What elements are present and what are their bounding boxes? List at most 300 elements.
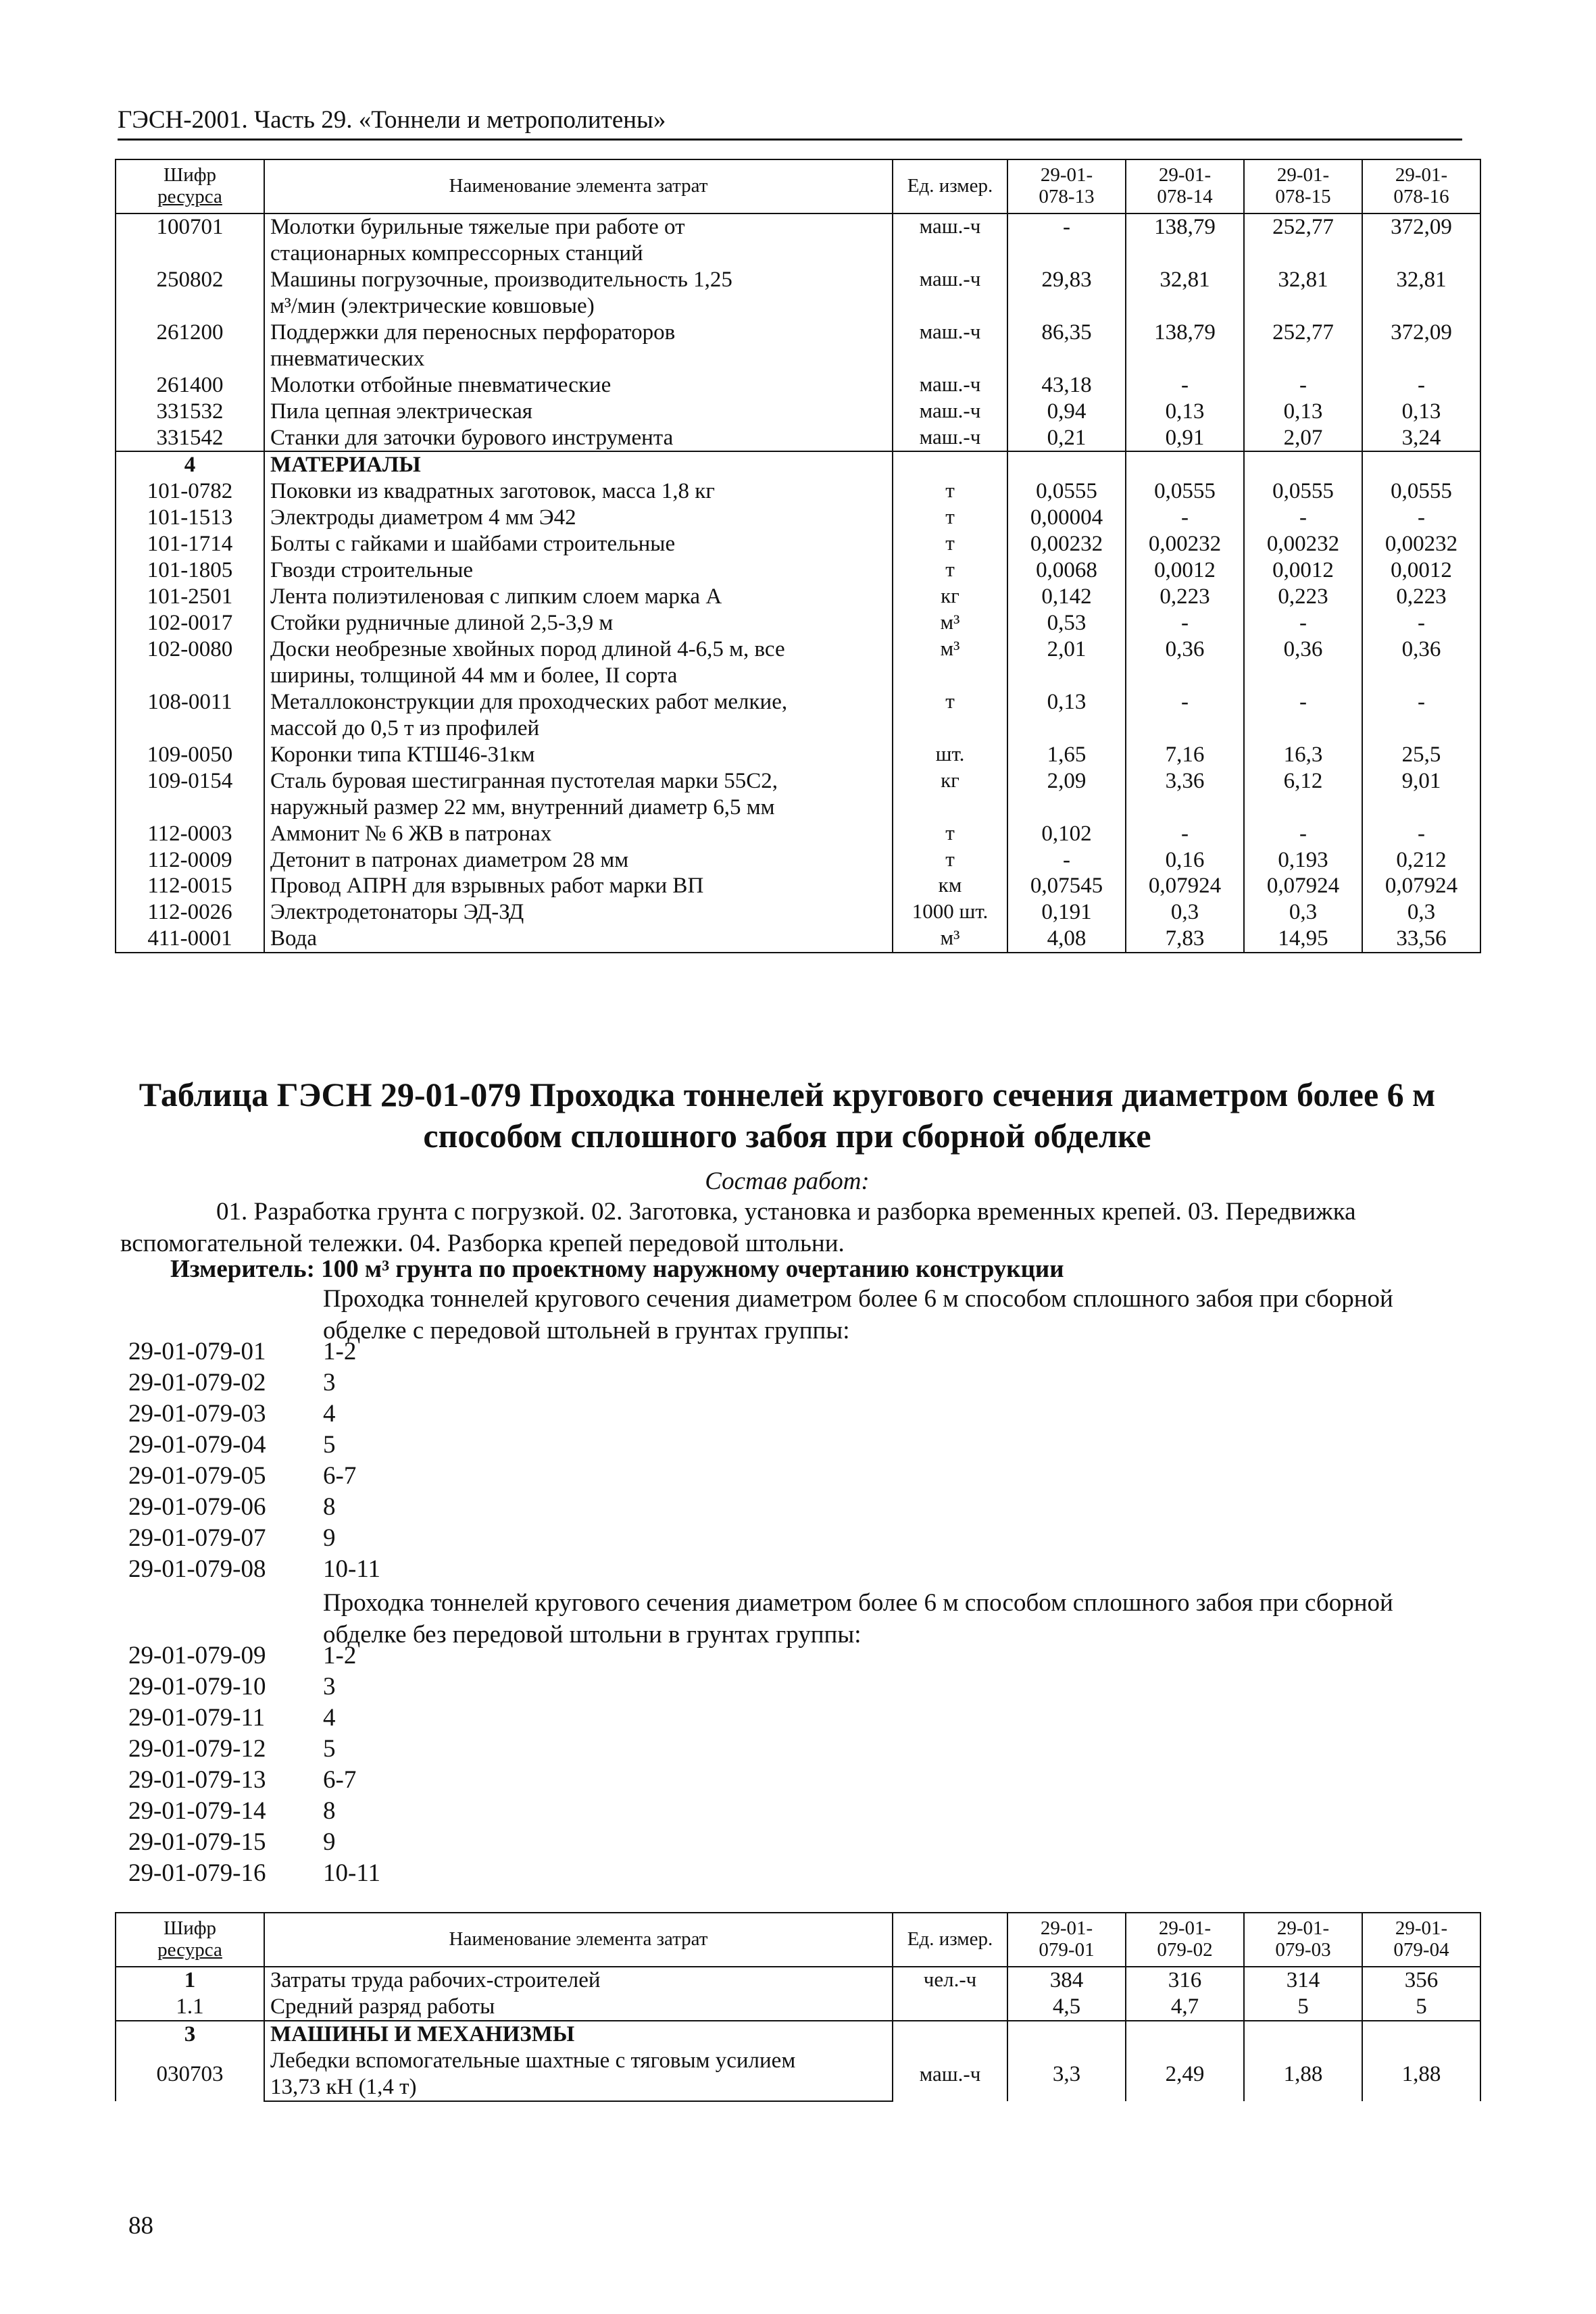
resource-code xyxy=(116,346,264,372)
table-row xyxy=(116,320,1480,346)
unit-cell: кг xyxy=(893,768,1007,795)
resource-code: 112-0003 xyxy=(116,821,264,847)
value-cell xyxy=(1362,2021,1480,2048)
value-cell: 2,01 xyxy=(1007,636,1126,663)
resource-code xyxy=(116,795,264,821)
norm-code: 29-01-079-13 xyxy=(128,1766,266,1794)
resource-code xyxy=(116,293,264,320)
table-row xyxy=(116,926,1480,953)
unit-cell xyxy=(893,241,1007,267)
col-header: 29-01- 079-03 xyxy=(1244,1913,1362,1967)
norm-code: 29-01-079-06 xyxy=(128,1493,266,1521)
unit-cell: т xyxy=(893,847,1007,874)
table-row xyxy=(116,584,1480,610)
value-cell xyxy=(1007,293,1126,320)
resource-code: 261400 xyxy=(116,372,264,399)
resource-name: пневматических xyxy=(264,346,893,372)
resource-code: 1.1 xyxy=(116,1994,264,2021)
codes-list-1 xyxy=(128,1336,380,1585)
value-cell: 0,00232 xyxy=(1126,531,1244,557)
soil-group: 9 xyxy=(323,1828,336,1856)
unit-header: Ед. измер. xyxy=(893,159,1007,213)
resource-table-078 xyxy=(115,159,1481,953)
value-cell: 138,79 xyxy=(1126,320,1244,346)
value-cell xyxy=(1244,346,1362,372)
unit-cell: м³ xyxy=(893,636,1007,663)
value-cell xyxy=(1126,715,1244,742)
unit-cell: т xyxy=(893,478,1007,505)
col-header: 29-01- 079-01 xyxy=(1007,1913,1126,1967)
resource-code: 250802 xyxy=(116,267,264,293)
col-header: 29-01- 078-13 xyxy=(1007,159,1126,213)
value-cell: 32,81 xyxy=(1362,267,1480,293)
table-row xyxy=(116,1967,1480,1994)
table-row xyxy=(116,213,1480,241)
unit-cell: маш.-ч xyxy=(893,399,1007,425)
value-cell xyxy=(1126,293,1244,320)
soil-group: 5 xyxy=(323,1735,336,1763)
value-cell: 0,142 xyxy=(1007,584,1126,610)
value-cell: 3,3 xyxy=(1007,2048,1126,2101)
value-cell: 0,3 xyxy=(1244,899,1362,926)
resource-name: Электроды диаметром 4 мм Э42 xyxy=(264,505,893,531)
norm-code: 29-01-079-05 xyxy=(128,1462,266,1490)
value-cell: 0,21 xyxy=(1007,425,1126,452)
value-cell: 0,13 xyxy=(1362,399,1480,425)
value-cell: 0,0012 xyxy=(1362,557,1480,584)
value-cell xyxy=(1007,346,1126,372)
value-cell: 6,12 xyxy=(1244,768,1362,795)
resource-name: Детонит в патронах диаметром 28 мм xyxy=(264,847,893,874)
table-row xyxy=(116,505,1480,531)
col-header: 29-01- 079-02 xyxy=(1126,1913,1244,1967)
unit-cell: т xyxy=(893,821,1007,847)
value-cell: 0,0012 xyxy=(1244,557,1362,584)
value-cell xyxy=(1244,451,1362,478)
resource-name: Стойки рудничные длиной 2,5-3,9 м xyxy=(264,610,893,636)
table-row xyxy=(116,795,1480,821)
soil-group: 10-11 xyxy=(323,1859,380,1887)
table-row xyxy=(116,742,1480,768)
col-header: 29-01- 078-14 xyxy=(1126,159,1244,213)
value-cell: 0,07924 xyxy=(1244,873,1362,899)
value-cell: - xyxy=(1244,689,1362,715)
resource-code: 109-0154 xyxy=(116,768,264,795)
value-cell: 0,223 xyxy=(1244,584,1362,610)
value-cell: 1,88 xyxy=(1244,2048,1362,2101)
resource-code: 109-0050 xyxy=(116,742,264,768)
norm-code: 29-01-079-03 xyxy=(128,1400,266,1428)
value-cell xyxy=(1244,663,1362,689)
value-cell: 32,81 xyxy=(1126,267,1244,293)
unit-cell: т xyxy=(893,505,1007,531)
table-row xyxy=(116,768,1480,795)
resource-code: 108-0011 xyxy=(116,689,264,715)
norm-code: 29-01-079-02 xyxy=(128,1369,266,1397)
value-cell: 0,0555 xyxy=(1244,478,1362,505)
table-row xyxy=(116,636,1480,663)
resource-name: Средний разряд работы xyxy=(264,1994,893,2021)
table-row xyxy=(116,689,1480,715)
resource-name: Пила цепная электрическая xyxy=(264,399,893,425)
value-cell: 252,77 xyxy=(1244,213,1362,241)
code-row xyxy=(128,1430,380,1461)
code-row xyxy=(128,1399,380,1430)
value-cell xyxy=(1244,715,1362,742)
value-cell xyxy=(1362,346,1480,372)
value-cell: 2,07 xyxy=(1244,425,1362,452)
value-cell: 0,13 xyxy=(1007,689,1126,715)
code-header: Шифр ресурса xyxy=(116,1913,264,1967)
resource-table-079 xyxy=(115,1912,1481,2102)
norm-code: 29-01-079-16 xyxy=(128,1859,266,1887)
table-row xyxy=(116,2021,1480,2048)
table-row xyxy=(116,557,1480,584)
value-cell: 3,24 xyxy=(1362,425,1480,452)
value-cell xyxy=(1007,241,1126,267)
code-row xyxy=(128,1367,380,1399)
norm-code: 29-01-079-14 xyxy=(128,1797,266,1825)
table-header xyxy=(116,1913,1480,1967)
value-cell: 0,36 xyxy=(1126,636,1244,663)
value-cell: - xyxy=(1126,610,1244,636)
table-title xyxy=(115,1074,1460,1157)
value-cell: 1,88 xyxy=(1362,2048,1480,2101)
name-header: Наименование элемента затрат xyxy=(264,159,893,213)
code-row xyxy=(128,1336,380,1367)
value-cell: 0,0068 xyxy=(1007,557,1126,584)
value-cell: 0,223 xyxy=(1126,584,1244,610)
unit-cell: чел.-ч xyxy=(893,1967,1007,1994)
page-number: 88 xyxy=(128,2212,153,2240)
value-cell: 384 xyxy=(1007,1967,1126,1994)
code-header: Шифр ресурса xyxy=(116,159,264,213)
resource-code: 101-0782 xyxy=(116,478,264,505)
norm-code: 29-01-079-04 xyxy=(128,1431,266,1459)
resource-code: 101-1805 xyxy=(116,557,264,584)
title-line-2: способом сплошного забоя при сборной обделке xyxy=(423,1117,1151,1155)
code-row xyxy=(128,1765,380,1796)
norm-code: 29-01-079-07 xyxy=(128,1524,266,1552)
resource-name: Электродетонаторы ЭД-ЗД xyxy=(264,899,893,926)
value-cell xyxy=(1126,2021,1244,2048)
value-cell xyxy=(1244,795,1362,821)
resource-code: 331542 xyxy=(116,425,264,452)
resource-code: 1 xyxy=(116,1967,264,1994)
unit-cell xyxy=(893,1994,1007,2021)
value-cell: 0,212 xyxy=(1362,847,1480,874)
table-row xyxy=(116,2048,1480,2074)
value-cell xyxy=(1126,241,1244,267)
unit-cell xyxy=(893,293,1007,320)
resource-name: Доски необрезные хвойных пород длиной 4-6,5 м, все xyxy=(264,636,893,663)
value-cell: 1,65 xyxy=(1007,742,1126,768)
value-cell: 0,94 xyxy=(1007,399,1126,425)
code-row xyxy=(128,1734,380,1765)
value-cell: 0,0012 xyxy=(1126,557,1244,584)
value-cell: 5 xyxy=(1362,1994,1480,2021)
unit-cell: маш.-ч xyxy=(893,213,1007,241)
table-row xyxy=(116,478,1480,505)
value-cell: 86,35 xyxy=(1007,320,1126,346)
norm-code: 29-01-079-08 xyxy=(128,1555,266,1583)
value-cell xyxy=(1007,795,1126,821)
resource-name: МАШИНЫ И МЕХАНИЗМЫ xyxy=(264,2021,893,2048)
value-cell: - xyxy=(1126,821,1244,847)
norm-code: 29-01-079-09 xyxy=(128,1642,266,1669)
table-row xyxy=(116,610,1480,636)
unit-cell: маш.-ч xyxy=(893,320,1007,346)
resource-code: 261200 xyxy=(116,320,264,346)
value-cell xyxy=(1244,241,1362,267)
table-row xyxy=(116,715,1480,742)
value-cell: 25,5 xyxy=(1362,742,1480,768)
soil-group: 9 xyxy=(323,1524,336,1552)
soil-group: 6-7 xyxy=(323,1766,357,1794)
col-header: 29-01- 078-15 xyxy=(1244,159,1362,213)
unit-cell: км xyxy=(893,873,1007,899)
value-cell: - xyxy=(1126,689,1244,715)
value-cell: - xyxy=(1362,821,1480,847)
code-row xyxy=(128,1796,380,1827)
code-row xyxy=(128,1671,380,1703)
norm-code: 29-01-079-12 xyxy=(128,1735,266,1763)
soil-group: 3 xyxy=(323,1673,336,1701)
value-cell: 14,95 xyxy=(1244,926,1362,953)
value-cell: 4,5 xyxy=(1007,1994,1126,2021)
value-cell: 316 xyxy=(1126,1967,1244,1994)
unit-cell: т xyxy=(893,531,1007,557)
group-description-2: Проходка тоннелей кругового сечения диаметром более 6 м способом сплошного забоя при сборной обделке без передовой штольни в грунтах группы: xyxy=(323,1589,1393,1649)
measurer: Измеритель: 100 м³ грунта по проектному наружному очертанию конструкции xyxy=(170,1255,1064,1283)
value-cell: 372,09 xyxy=(1362,213,1480,241)
value-cell: 0,191 xyxy=(1007,899,1126,926)
resource-name: м³/мин (электрические ковшовые) xyxy=(264,293,893,320)
table-row xyxy=(116,372,1480,399)
unit-cell xyxy=(893,2021,1007,2048)
resource-name: ширины, толщиной 44 мм и более, II сорта xyxy=(264,663,893,689)
resource-name: Молотки бурильные тяжелые при работе от xyxy=(264,213,893,241)
unit-cell: 1000 шт. xyxy=(893,899,1007,926)
group-description-1: Проходка тоннелей кругового сечения диаметром более 6 м способом сплошного забоя при сборной обделке с передовой штольней в грунтах группы: xyxy=(323,1285,1393,1344)
resource-name: Лента полиэтиленовая с липким слоем марка А xyxy=(264,584,893,610)
unit-header: Ед. измер. xyxy=(893,1913,1007,1967)
code-row xyxy=(128,1827,380,1858)
resource-code: 101-2501 xyxy=(116,584,264,610)
value-cell: - xyxy=(1244,505,1362,531)
value-cell: 0,07924 xyxy=(1362,873,1480,899)
value-cell: - xyxy=(1244,610,1362,636)
table-row xyxy=(116,531,1480,557)
value-cell: - xyxy=(1244,372,1362,399)
value-cell: 16,3 xyxy=(1244,742,1362,768)
resource-code: 331532 xyxy=(116,399,264,425)
resource-code: 3 xyxy=(116,2021,264,2048)
value-cell: - xyxy=(1362,505,1480,531)
works-list: 01. Разработка грунта с погрузкой. 02. Заготовка, установка и разборка временных крепей. 03. Передвижка вспомогательной тележки. 04. Разборка крепей передовой штольни. xyxy=(120,1198,1356,1257)
resource-name: Аммонит № 6 ЖВ в патронах xyxy=(264,821,893,847)
value-cell: 314 xyxy=(1244,1967,1362,1994)
value-cell: 0,13 xyxy=(1126,399,1244,425)
soil-group: 8 xyxy=(323,1493,336,1521)
value-cell xyxy=(1007,451,1126,478)
table-row xyxy=(116,241,1480,267)
value-cell: 372,09 xyxy=(1362,320,1480,346)
soil-group: 6-7 xyxy=(323,1462,357,1490)
resource-name: 13,73 кН (1,4 т) xyxy=(264,2074,893,2101)
table-row xyxy=(116,899,1480,926)
value-cell: 0,3 xyxy=(1362,899,1480,926)
value-cell xyxy=(1362,663,1480,689)
value-cell xyxy=(1362,795,1480,821)
value-cell: 7,16 xyxy=(1126,742,1244,768)
resource-code: 112-0026 xyxy=(116,899,264,926)
value-cell: 0,53 xyxy=(1007,610,1126,636)
value-cell xyxy=(1007,663,1126,689)
value-cell: - xyxy=(1362,689,1480,715)
value-cell xyxy=(1362,241,1480,267)
unit-cell xyxy=(893,715,1007,742)
table-row xyxy=(116,847,1480,874)
resource-name: МАТЕРИАЛЫ xyxy=(264,451,893,478)
resource-code: 101-1513 xyxy=(116,505,264,531)
resource-name: Вода xyxy=(264,926,893,953)
unit-cell xyxy=(893,346,1007,372)
value-cell: - xyxy=(1362,610,1480,636)
soil-group: 1-2 xyxy=(323,1642,357,1669)
value-cell: 0,102 xyxy=(1007,821,1126,847)
soil-group: 4 xyxy=(323,1400,336,1428)
unit-cell: т xyxy=(893,689,1007,715)
value-cell: 0,36 xyxy=(1362,636,1480,663)
value-cell: 0,0555 xyxy=(1126,478,1244,505)
value-cell: 43,18 xyxy=(1007,372,1126,399)
unit-cell: маш.-ч xyxy=(893,372,1007,399)
value-cell: 0,36 xyxy=(1244,636,1362,663)
value-cell: - xyxy=(1126,372,1244,399)
name-header: Наименование элемента затрат xyxy=(264,1913,893,1967)
value-cell: 356 xyxy=(1362,1967,1480,1994)
resource-name: Гвозди строительные xyxy=(264,557,893,584)
table-row xyxy=(116,267,1480,293)
code-row xyxy=(128,1640,380,1671)
value-cell xyxy=(1362,715,1480,742)
value-cell xyxy=(1126,663,1244,689)
value-cell: 0,00232 xyxy=(1244,531,1362,557)
norm-code: 29-01-079-11 xyxy=(128,1704,266,1732)
value-cell: 0,13 xyxy=(1244,399,1362,425)
col-header: 29-01- 079-04 xyxy=(1362,1913,1480,1967)
table-row xyxy=(116,1994,1480,2021)
norm-code: 29-01-079-10 xyxy=(128,1673,266,1701)
value-cell: 7,83 xyxy=(1126,926,1244,953)
table-row xyxy=(116,399,1480,425)
value-cell: - xyxy=(1007,213,1126,241)
resource-name: Машины погрузочные, производительность 1,25 xyxy=(264,267,893,293)
value-cell: 0,193 xyxy=(1244,847,1362,874)
resource-code: 030703 xyxy=(116,2048,264,2101)
resource-name: Затраты труда рабочих-строителей xyxy=(264,1967,893,1994)
soil-group: 5 xyxy=(323,1431,336,1459)
table-row xyxy=(116,873,1480,899)
resource-code: 411-0001 xyxy=(116,926,264,953)
value-cell xyxy=(1244,293,1362,320)
unit-cell xyxy=(893,663,1007,689)
resource-name: Молотки отбойные пневматические xyxy=(264,372,893,399)
value-cell: 4,7 xyxy=(1126,1994,1244,2021)
value-cell: 4,08 xyxy=(1007,926,1126,953)
resource-name: Поковки из квадратных заготовок, масса 1,8 кг xyxy=(264,478,893,505)
value-cell xyxy=(1126,346,1244,372)
resource-name: Провод АПРН для взрывных работ марки ВП xyxy=(264,873,893,899)
value-cell xyxy=(1007,715,1126,742)
value-cell: 29,83 xyxy=(1007,267,1126,293)
unit-cell: шт. xyxy=(893,742,1007,768)
soil-group: 10-11 xyxy=(323,1555,380,1583)
unit-cell: маш.-ч xyxy=(893,2048,1007,2101)
value-cell xyxy=(1244,2021,1362,2048)
norm-code: 29-01-079-15 xyxy=(128,1828,266,1856)
soil-group: 3 xyxy=(323,1369,336,1397)
soil-group: 8 xyxy=(323,1797,336,1825)
value-cell: 9,01 xyxy=(1362,768,1480,795)
value-cell xyxy=(1126,451,1244,478)
value-cell: 0,00232 xyxy=(1362,531,1480,557)
table-row xyxy=(116,451,1480,478)
value-cell xyxy=(1362,451,1480,478)
value-cell xyxy=(1126,795,1244,821)
value-cell: - xyxy=(1362,372,1480,399)
soil-group: 1-2 xyxy=(323,1338,357,1365)
table-row xyxy=(116,663,1480,689)
resource-code xyxy=(116,663,264,689)
unit-cell: м³ xyxy=(893,926,1007,953)
resource-name: Лебедки вспомогательные шахтные с тяговым усилием xyxy=(264,2048,893,2074)
code-row xyxy=(128,1461,380,1492)
works-heading: Состав работ: xyxy=(705,1167,870,1195)
resource-name: Поддержки для переносных перфораторов xyxy=(264,320,893,346)
value-cell: 138,79 xyxy=(1126,213,1244,241)
value-cell: 0,00232 xyxy=(1007,531,1126,557)
unit-cell: маш.-ч xyxy=(893,267,1007,293)
unit-cell xyxy=(893,451,1007,478)
value-cell: 2,49 xyxy=(1126,2048,1244,2101)
value-cell: 252,77 xyxy=(1244,320,1362,346)
value-cell: 0,07545 xyxy=(1007,873,1126,899)
value-cell: 32,81 xyxy=(1244,267,1362,293)
value-cell: - xyxy=(1007,847,1126,874)
resource-code: 4 xyxy=(116,451,264,478)
resource-code: 100701 xyxy=(116,213,264,241)
resource-code: 102-0080 xyxy=(116,636,264,663)
resource-name: Станки для заточки бурового инструмента xyxy=(264,425,893,452)
resource-name: стационарных компрессорных станций xyxy=(264,241,893,267)
value-cell: 0,223 xyxy=(1362,584,1480,610)
table-row xyxy=(116,346,1480,372)
resource-code: 112-0009 xyxy=(116,847,264,874)
code-row xyxy=(128,1703,380,1734)
resource-code: 101-1714 xyxy=(116,531,264,557)
resource-code: 112-0015 xyxy=(116,873,264,899)
code-row xyxy=(128,1554,380,1585)
value-cell: - xyxy=(1244,821,1362,847)
resource-name: Сталь буровая шестигранная пустотелая марки 55С2, xyxy=(264,768,893,795)
table-header xyxy=(116,159,1480,213)
resource-code xyxy=(116,715,264,742)
codes-list-2 xyxy=(128,1640,380,1889)
value-cell: 0,91 xyxy=(1126,425,1244,452)
value-cell xyxy=(1007,2021,1126,2048)
